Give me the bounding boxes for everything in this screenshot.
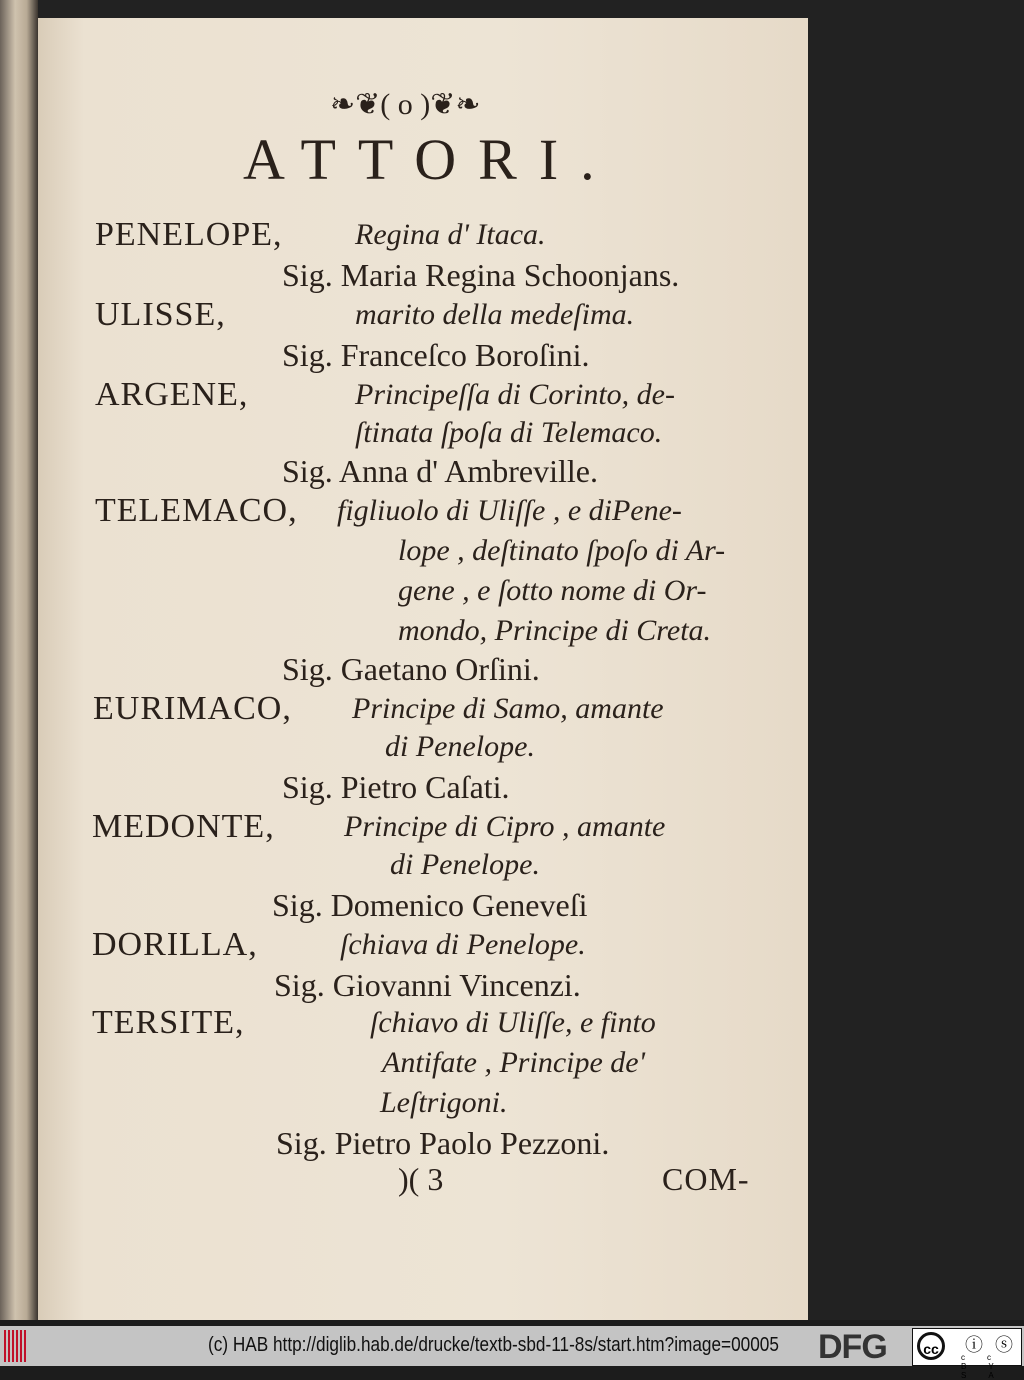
singer-name: Sig. Giovanni Vincenzi. (274, 967, 581, 1003)
singer-name: Sig. Pietro Caſati. (282, 769, 510, 805)
credit-link[interactable]: (c) HAB http://diglib.hab.de/drucke/textb-sbd-11-8s/start.htm?image=00005 (208, 1334, 779, 1356)
character-name: MEDONTE, (92, 808, 275, 845)
character-description: ſchiava di Penelope. (340, 928, 586, 961)
character-description: Antifate , Principe de' (382, 1046, 646, 1079)
previous-page-edge (0, 0, 38, 1320)
character-description: figliuolo di Uliſſe , e diPene- (337, 494, 682, 527)
character-description: Principe di Samo, amante (352, 692, 664, 725)
catchword: COM- (662, 1161, 750, 1197)
character-description: Principe di Cipro , amante (344, 810, 666, 843)
character-name: TELEMACO, (95, 492, 298, 529)
character-name: DORILLA, (92, 926, 258, 963)
character-name: ULISSE, (95, 296, 226, 333)
cc-license-icon[interactable]: cc ⓘ ⓢ cc BY SA (912, 1328, 1022, 1366)
character-name: EURIMACO, (93, 690, 292, 727)
character-name: ARGENE, (95, 376, 249, 413)
hab-logo-icon (4, 1330, 26, 1362)
character-description: di Penelope. (385, 730, 535, 763)
character-description: lope , deſtinato ſpoſo di Ar- (398, 534, 726, 567)
character-description: marito della medeſima. (355, 298, 635, 331)
singer-name: Sig. Maria Regina Schoonjans. (282, 257, 680, 293)
character-description: di Penelope. (390, 848, 540, 881)
decorative-ornament: ❧❦( o )❦❧ (330, 88, 481, 121)
character-description: Regina d' Itaca. (355, 218, 546, 251)
dfg-logo: DFG (818, 1328, 887, 1366)
singer-name: Sig. Pietro Paolo Pezzoni. (276, 1125, 610, 1161)
character-description: mondo, Principe di Creta. (398, 614, 712, 647)
page-title: ATTORI. (243, 127, 617, 192)
character-description: ſchiavo di Uliſſe, e finto (370, 1006, 656, 1039)
character-description: ſtinata ſpoſa di Telemaco. (355, 416, 663, 449)
character-description: Principeſſa di Corinto, de- (355, 378, 675, 411)
character-description: gene , e ſotto nome di Or- (398, 574, 707, 607)
singer-name: Sig. Domenico Geneveſi (272, 887, 588, 923)
character-name: PENELOPE, (95, 216, 283, 253)
character-name: TERSITE, (92, 1004, 245, 1041)
singer-name: Sig. Gaetano Orſini. (282, 651, 540, 687)
singer-name: Sig. Franceſco Boroſini. (282, 337, 590, 373)
singer-name: Sig. Anna d' Ambreville. (282, 453, 598, 489)
character-description: Leſtrigoni. (380, 1086, 508, 1119)
footer-bar (0, 1326, 1024, 1380)
signature-mark: )( 3 (398, 1161, 444, 1197)
